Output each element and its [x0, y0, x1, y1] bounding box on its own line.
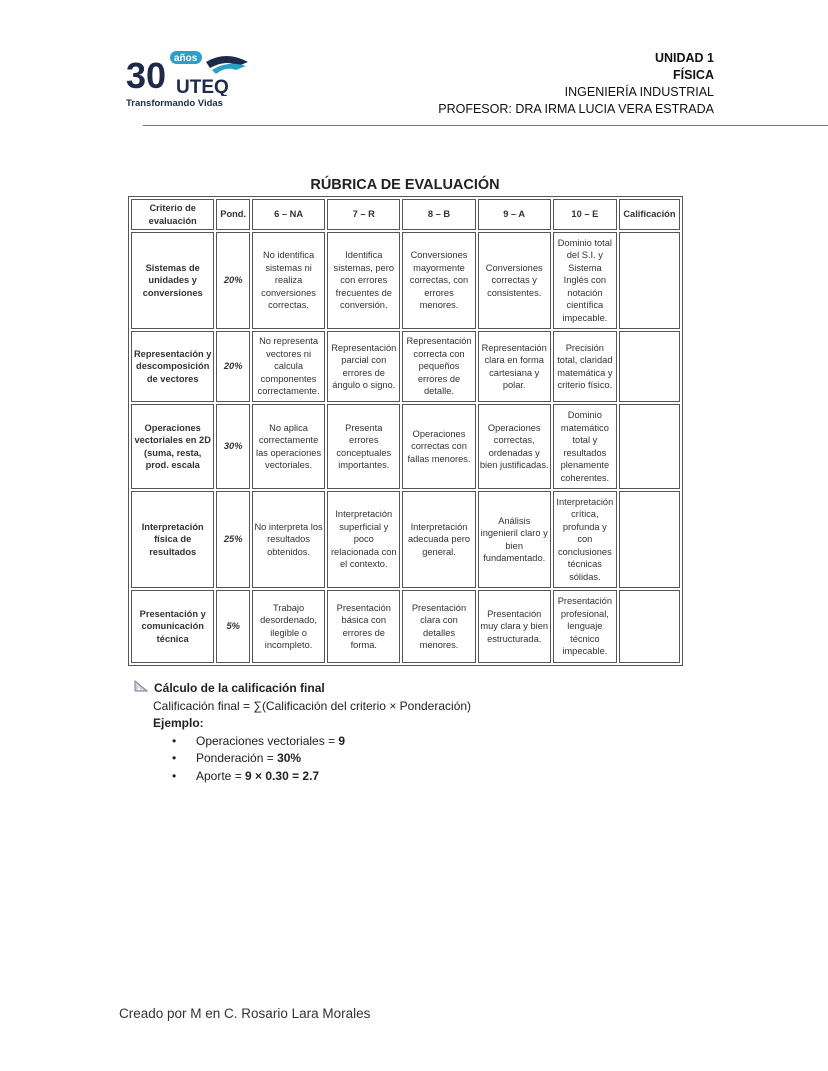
weight-cell: 30%: [216, 404, 250, 489]
level-descriptor-cell: Representación clara en forma cartesiana y polar.: [478, 331, 551, 402]
level-descriptor-cell: Identifica sistemas, pero con errores frecuentes de conversión.: [327, 232, 400, 329]
criterion-cell: Representación y descomposición de vectores: [131, 331, 214, 402]
unit-label: UNIDAD 1: [654, 51, 714, 65]
level-descriptor-cell: Operaciones correctas con fallas menores.: [402, 404, 475, 489]
column-header: 7 – R: [327, 199, 400, 230]
rubric-table: [128, 196, 683, 666]
professor-label: PROFESOR: DRA IRMA LUCIA VERA ESTRADA: [438, 102, 714, 116]
footer-credit: Creado por M en C. Rosario Lara Morales: [119, 1006, 371, 1021]
column-header: Pond.: [216, 199, 250, 230]
level-descriptor-cell: Interpretación adecuada pero general.: [402, 491, 475, 588]
list-item: [172, 750, 471, 768]
program-label: INGENIERÍA INDUSTRIAL: [564, 85, 714, 99]
weight-cell: 25%: [216, 491, 250, 588]
grade-cell: [619, 491, 680, 588]
level-descriptor-cell: Representación parcial con errores de ángulo o signo.: [327, 331, 400, 402]
criterion-cell: Interpretación física de resultados: [131, 491, 214, 588]
logo-tagline: Transformando Vidas: [126, 98, 223, 109]
level-descriptor-cell: No identifica sistemas ni realiza conversiones correctas.: [252, 232, 325, 329]
table-row: [131, 590, 680, 663]
example-list: [153, 733, 471, 786]
subject-label: FÍSICA: [673, 68, 714, 82]
svg-text:años: años: [174, 53, 198, 64]
table-row: [131, 232, 680, 329]
grade-cell: [619, 232, 680, 329]
item-label: Aporte =: [196, 768, 246, 783]
table-row: [131, 404, 680, 489]
level-descriptor-cell: Trabajo desordenado, ilegible o incompleto.: [252, 590, 325, 663]
rubric-title: RÚBRICA DE EVALUACIÓN: [310, 177, 500, 193]
calculation-heading: Cálculo de la calificación final: [154, 681, 325, 695]
item-value: 30%: [277, 751, 302, 765]
table-row: [131, 491, 680, 588]
level-descriptor-cell: Precisión total, claridad matemática y criterio físico.: [553, 331, 617, 402]
svg-text:30: 30: [126, 55, 167, 96]
item-value: 9 × 0.30 = 2.7: [245, 768, 320, 783]
final-grade-calculation: [134, 680, 471, 785]
level-descriptor-cell: No representa vectores ni calcula componentes correctamente.: [252, 331, 325, 402]
level-descriptor-cell: Interpretación superficial y poco relacionada con el contexto.: [327, 491, 400, 588]
grade-cell: [619, 404, 680, 489]
list-item: [172, 733, 471, 751]
weight-cell: 20%: [216, 331, 250, 402]
grade-cell: [619, 590, 680, 663]
list-item: [172, 768, 471, 786]
formula: Calificación final = ∑(Calificación del criterio × Ponderación): [153, 698, 472, 713]
level-descriptor-cell: Presentación clara con detalles menores.: [402, 590, 475, 663]
svg-text:UTEQ: UTEQ: [176, 77, 229, 96]
level-descriptor-cell: Presentación básica con errores de forma.: [327, 590, 400, 663]
level-descriptor-cell: Presenta errores conceptuales importantes.: [327, 404, 400, 489]
column-header: 10 – E: [553, 199, 617, 230]
level-descriptor-cell: Conversiones correctas y consistentes.: [478, 232, 551, 329]
level-descriptor-cell: Operaciones correctas, ordenadas y bien justificadas.: [478, 404, 551, 489]
table-header-row: [131, 199, 680, 230]
uteq-logo: [126, 50, 250, 112]
level-descriptor-cell: Presentación profesional, lenguaje técnico impecable.: [553, 590, 617, 663]
level-descriptor-cell: No interpreta los resultados obtenidos.: [252, 491, 325, 588]
criterion-cell: Sistemas de unidades y conversiones: [131, 232, 214, 329]
column-header: 8 – B: [402, 199, 475, 230]
column-header: Calificación: [619, 199, 680, 230]
criterion-cell: Presentación y comunicación técnica: [131, 590, 214, 663]
level-descriptor-cell: Dominio total del S.I. y Sistema Inglés con notación científica impecable.: [553, 232, 617, 329]
column-header: 6 – NA: [252, 199, 325, 230]
grade-cell: [619, 331, 680, 402]
level-descriptor-cell: Interpretación crítica, profunda y con conclusiones técnicas sólidas.: [553, 491, 617, 588]
weight-cell: 20%: [216, 232, 250, 329]
item-value: 9: [338, 733, 346, 748]
table-row: [131, 331, 680, 402]
column-header: Criterio de evaluación: [131, 199, 214, 230]
column-header: 9 – A: [478, 199, 551, 230]
level-descriptor-cell: Análisis ingenieril claro y bien fundamentado.: [478, 491, 551, 588]
item-label: Operaciones vectoriales =: [196, 733, 339, 748]
criterion-cell: Operaciones vectoriales en 2D (suma, resta, prod. escala: [131, 404, 214, 489]
level-descriptor-cell: Representación correcta con pequeños errores de detalle.: [402, 331, 475, 402]
level-descriptor-cell: Presentación muy clara y bien estructurada.: [478, 590, 551, 663]
header-divider: [143, 125, 828, 126]
example-label: Ejemplo:: [153, 716, 204, 730]
item-label: Ponderación =: [196, 751, 278, 765]
document-header: [438, 50, 714, 118]
weight-cell: 5%: [216, 590, 250, 663]
level-descriptor-cell: Conversiones mayormente correctas, con errores menores.: [402, 232, 475, 329]
triangle-ruler-icon: [134, 680, 148, 698]
level-descriptor-cell: Dominio matemático total y resultados plenamente coherentes.: [553, 404, 617, 489]
level-descriptor-cell: No aplica correctamente las operaciones vectoriales.: [252, 404, 325, 489]
